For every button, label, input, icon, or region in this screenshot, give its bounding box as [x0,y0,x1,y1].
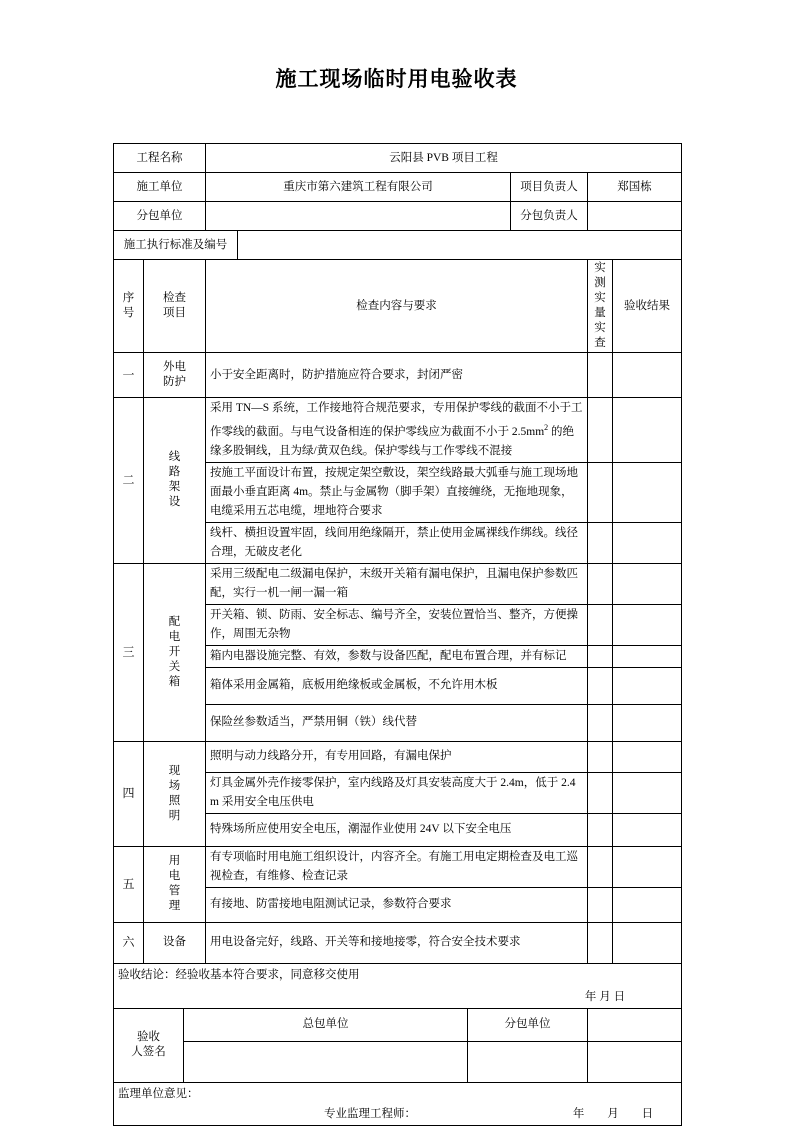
section-name-5-line-3: 管 [168,885,181,898]
standard-value[interactable] [238,231,682,260]
section-number-6: 六 [114,922,144,963]
section-number-5: 五 [114,846,144,922]
column-header-result: 验收结果 [613,260,682,353]
section-name-5-line-2: 电 [168,870,181,883]
section-name-4-line-3: 照 [168,794,181,807]
table-row-contractor [114,173,682,202]
conclusion-text: 验收结论：经验收基本符合要求，同意移交使用 [118,968,360,981]
signature-label-line-2: 人签名 [131,1046,166,1059]
page-title: 施工现场临时用电验收表 [275,68,518,91]
signature-label [114,1008,184,1082]
table-row-signature-header [114,1008,682,1041]
section-name-5-line-1: 用 [168,855,181,868]
result-cell[interactable] [613,522,682,563]
check-item-text: 小于安全距离时，防护措施应符合要求，封闭严密 [206,353,588,398]
section-name-6: 设备 [144,922,206,963]
table-row [114,741,682,772]
measure-cell[interactable] [588,462,613,522]
result-cell[interactable] [613,398,682,463]
item-line-2: 项目 [163,307,186,319]
section-number-1: 一 [114,353,144,398]
section-name-2-line-1: 线 [168,451,181,464]
standard-label: 施工执行标准及编号 [114,231,238,260]
measure-cell[interactable] [588,846,613,887]
result-cell[interactable] [613,922,682,963]
table-row [114,922,682,963]
result-cell[interactable] [613,563,682,604]
measure-cell[interactable] [588,704,613,741]
section-name-1-line-1: 外电 [163,361,186,373]
check-item-text: 箱内电器设施完整、有效，参数与设备匹配，配电布置合理，并有标记 [206,645,588,667]
signature-label-line-1: 验收 [137,1031,160,1044]
table-row-conclusion [114,963,682,1008]
check-item-text: 照明与动力线路分开，有专用回路，有漏电保护 [206,741,588,772]
section-number-4: 四 [114,741,144,846]
subcontractor-label: 分包单位 [114,202,206,231]
subcontractor-manager-label: 分包负责人 [511,202,588,231]
supervision-signature-line [118,1104,677,1124]
measure-cell[interactable] [588,813,613,846]
result-cell[interactable] [613,645,682,667]
measure-cell[interactable] [588,741,613,772]
section-name-3-line-4: 关 [168,660,181,673]
check-item-text: 有专项临时用电施工组织设计，内容齐全。有施工用电定期检查及电工巡视检查，有维修、检查记录 [206,846,588,887]
check-item-text: 按施工平面设计布置，按规定架空敷设，架空线路最大弧垂与施工现场地面最小垂直距离 4m。禁止与金属物（脚手架）直接缠绕，无拖地现象，电缆采用五芯电缆，埋地符合要求 [206,462,588,522]
section-name-3-line-2: 电 [168,630,181,643]
section-number-2: 二 [114,398,144,564]
result-cell[interactable] [613,772,682,813]
table-row [114,563,682,604]
signature-col-header-general: 总包单位 [184,1008,468,1041]
measure-cell[interactable] [588,398,613,463]
section-name-2 [144,398,206,564]
project-name-value[interactable]: 云阳县 PVB 项目工程 [206,144,682,173]
section-name-2-line-3: 架 [168,481,181,494]
section-name-4-line-1: 现 [168,764,181,777]
project-name-label: 工程名称 [114,144,206,173]
result-cell[interactable] [613,462,682,522]
table-row-subcontractor [114,202,682,231]
check-item-text: 用电设备完好，线路、开关等和接地接零，符合安全技术要求 [206,922,588,963]
result-cell[interactable] [613,353,682,398]
table-row-standard [114,231,682,260]
subcontractor-manager-value[interactable] [588,202,682,231]
project-manager-value[interactable]: 郑国栋 [588,173,682,202]
check-item-text: 有接地、防雷接地电阻测试记录，参数符合要求 [206,887,588,922]
table-row-supervision [114,1082,682,1125]
section-name-4-line-2: 场 [168,779,181,792]
check-item-text: 采用 TN—S 系统，工作接地符合规范要求，专用保护零线的截面不小于工作零线的截面。与电气设备相连的保护零线应为截面不小于 $2.5mm^2$ 的绝缘多股铜线，且为绿/黄双色线。保护零线与工作零线不混接 [206,398,588,463]
contractor-label: 施工单位 [114,173,206,202]
signature-col-header-sub: 分包单位 [468,1008,588,1041]
result-cell[interactable] [613,604,682,645]
result-cell[interactable] [613,704,682,741]
measure-cell[interactable] [588,922,613,963]
subcontractor-value[interactable] [206,202,511,231]
result-cell[interactable] [613,887,682,922]
check-item-text: 采用三级配电二级漏电保护，末级开关箱有漏电保护，且漏电保护参数匹配，实行一机一闸一漏一箱 [206,563,588,604]
section-number-3: 三 [114,563,144,741]
check-item-text: 灯具金属外壳作接零保护，室内线路及灯具安装高度大于 2.4m，低于 2.4m 采用安全电压供电 [206,772,588,813]
section-name-4-line-4: 明 [168,809,181,822]
project-manager-label: 项目负责人 [511,173,588,202]
table-row [114,398,682,463]
section-name-3 [144,563,206,741]
table-row-project-name [114,144,682,173]
measure-cell[interactable] [588,887,613,922]
section-name-3-line-1: 配 [168,615,181,628]
supervision-date-placeholder[interactable]: 年 月 日 [572,1107,664,1120]
measure-cell[interactable] [588,604,613,645]
supervision-label: 监理单位意见： [118,1087,199,1100]
measure-line-2: 实查 [594,322,606,349]
measure-cell[interactable] [588,772,613,813]
measure-line-1: 实测实量 [594,262,606,319]
table-row-signature-values [114,1041,682,1082]
supervision-cell[interactable] [114,1082,682,1125]
section-name-1-line-2: 防护 [163,376,186,388]
section-name-1 [144,353,206,398]
table-row [114,846,682,887]
result-cell[interactable] [613,813,682,846]
section-name-5 [144,846,206,922]
section-name-4 [144,741,206,846]
result-cell[interactable] [613,667,682,704]
conclusion-cell[interactable] [114,963,682,1008]
item-line-1: 检查 [163,292,186,304]
check-item-text: 开关箱、锁、防雨、安全标志、编号齐全，安装位置恰当、整齐，方便操作，周围无杂物 [206,604,588,645]
table-row [114,353,682,398]
check-item-text: 箱体采用金属箱，底板用绝缘板或金属板，不允许用木板 [206,667,588,704]
measure-cell[interactable] [588,667,613,704]
measure-cell[interactable] [588,563,613,604]
signature-value-other[interactable] [588,1041,682,1082]
conclusion-date-placeholder[interactable]: 年 月 日 [584,990,626,1003]
column-header-measure [588,260,613,353]
check-item-text: 线杆、横担设置牢固，线间用绝缘隔开，禁止使用金属裸线作绑线。线径合理，无破皮老化 [206,522,588,563]
section-name-5-line-4: 理 [168,900,181,913]
check-item-text: 保险丝参数适当，严禁用铜（铁）线代替 [206,704,588,741]
column-header-content: 检查内容与要求 [206,260,588,353]
measure-cell[interactable] [588,645,613,667]
inspection-form-table [113,143,682,1126]
measure-cell[interactable] [588,522,613,563]
signature-col-header-other [588,1008,682,1041]
section-name-3-line-5: 箱 [168,675,181,688]
table-header-row [114,260,682,353]
contractor-value[interactable]: 重庆市第六建筑工程有限公司 [206,173,511,202]
seq-line-2: 号 [122,307,135,319]
result-cell[interactable] [613,846,682,887]
column-header-item [144,260,206,353]
result-cell[interactable] [613,741,682,772]
column-header-seq [114,260,144,353]
section-name-2-line-4: 设 [168,496,181,509]
signature-value-general[interactable] [184,1041,468,1082]
section-name-2-line-2: 路 [168,466,181,479]
measure-cell[interactable] [588,353,613,398]
signature-value-sub[interactable] [468,1041,588,1082]
supervision-engineer-label: 专业监理工程师： [324,1107,416,1120]
seq-line-1: 序 [122,292,135,304]
check-item-text: 特殊场所应使用安全电压，潮湿作业使用 24V 以下安全电压 [206,813,588,846]
section-name-3-line-3: 开 [168,645,181,658]
